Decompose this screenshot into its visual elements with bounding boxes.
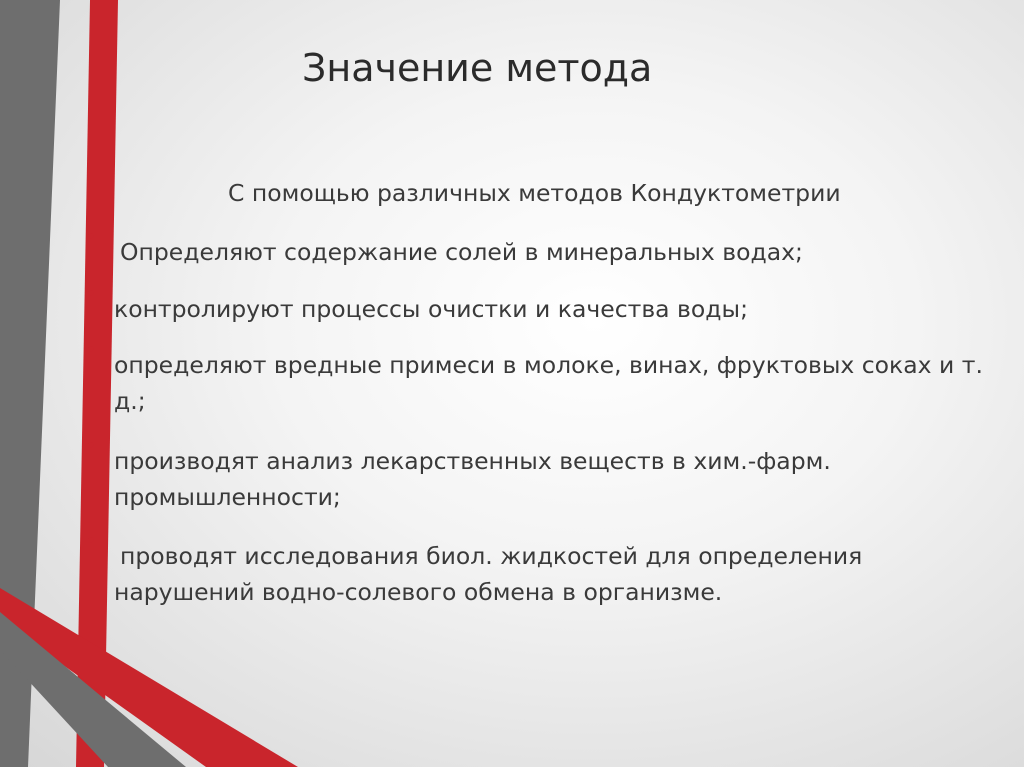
- bullet-item: [85, 435, 994, 515]
- bullet-text: проводят исследования биол. жидкостей для определения нарушений водно-солевого обмена в организме.: [114, 542, 863, 606]
- bullet-item: [85, 283, 994, 327]
- bullet-dot-icon: •: [85, 339, 97, 361]
- bullet-text: Определяют содержание солей в минеральных водах;: [120, 238, 803, 266]
- bullet-dot-icon: •: [85, 226, 97, 248]
- bullet-dot-icon: •: [85, 283, 97, 305]
- bullet-dot-icon: •: [85, 530, 97, 552]
- bullet-item: [85, 339, 994, 419]
- bullet-text: контролируют процессы очистки и качества воды;: [114, 295, 748, 323]
- bullet-item: [85, 226, 994, 270]
- slide-title: Значение метода: [302, 46, 653, 90]
- bullet-dot-icon: •: [85, 435, 97, 457]
- bullet-text: определяют вредные примеси в молоке, винах, фруктовых соках и т. д.;: [114, 351, 983, 415]
- intro-line: С помощью различных методов Кондуктометрии: [228, 179, 841, 207]
- bullet-item: [85, 530, 994, 610]
- bullet-text: производят анализ лекарственных веществ в хим.-фарм. промышленности;: [114, 447, 831, 511]
